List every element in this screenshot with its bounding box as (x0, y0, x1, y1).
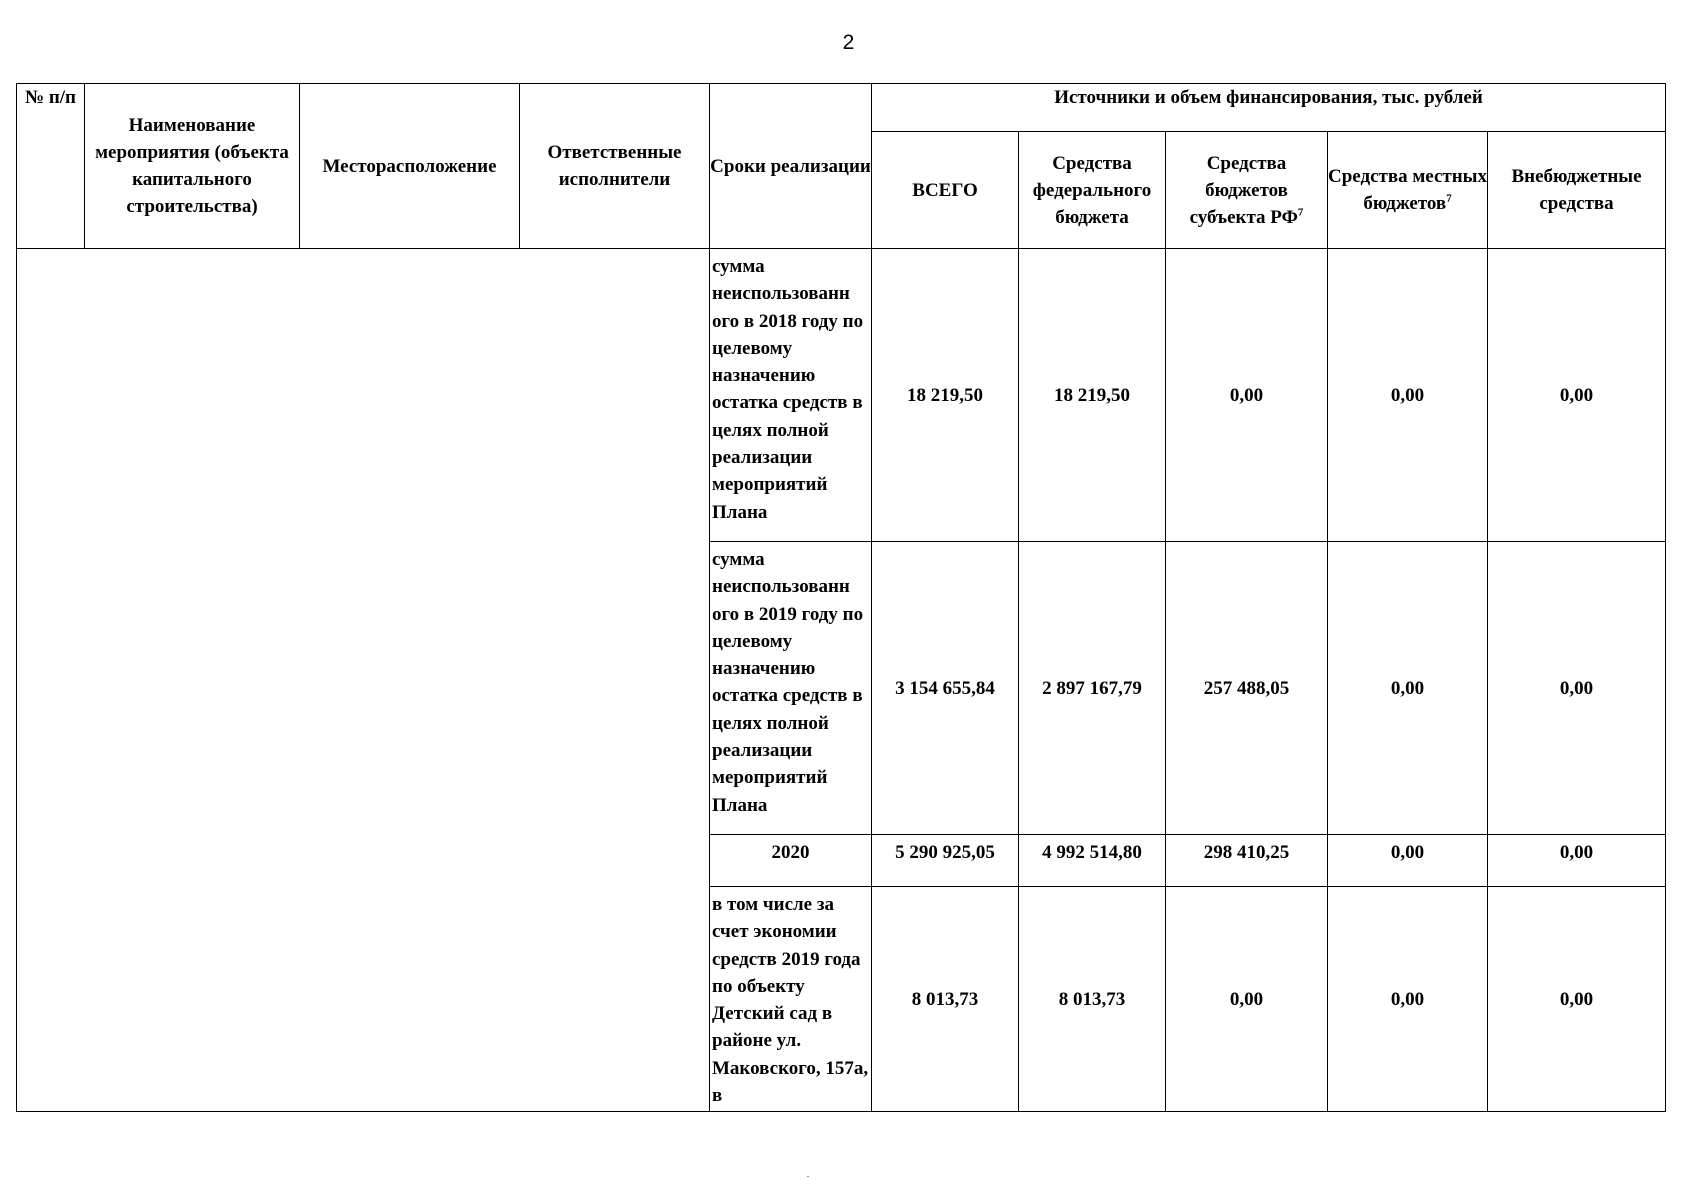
extra-cell: 0,00 (1488, 835, 1666, 887)
federal-cell: 2 897 167,79 (1019, 542, 1166, 835)
regional-cell: 298 410,25 (1166, 835, 1328, 887)
period-cell: сумма неиспользованн ого в 2018 году по целевому назначению остатка средств в целях полной реализации мероприятий Плана (710, 249, 872, 542)
regional-cell: 0,00 (1166, 249, 1328, 542)
local-cell: 0,00 (1328, 542, 1488, 835)
header-regional-note: 7 (1297, 206, 1304, 219)
scan-speck (807, 1176, 809, 1177)
local-cell: 0,00 (1328, 249, 1488, 542)
header-name: Наименование мероприятия (объекта капитального строительства) (85, 84, 300, 249)
regional-cell: 0,00 (1166, 887, 1328, 1112)
financing-table (16, 83, 1666, 1112)
extra-cell: 0,00 (1488, 249, 1666, 542)
header-responsible: Ответственные исполнители (520, 84, 710, 249)
total-cell: 5 290 925,05 (872, 835, 1019, 887)
header-location: Месторасположение (300, 84, 520, 249)
federal-cell: 8 013,73 (1019, 887, 1166, 1112)
merged-empty-cell (17, 249, 710, 1112)
header-row-1 (17, 84, 1666, 132)
header-federal: Средства федерального бюджета (1019, 132, 1166, 249)
extra-cell: 0,00 (1488, 887, 1666, 1112)
table-row (17, 249, 1666, 542)
header-local-label: Средства местных бюджетов (1328, 166, 1488, 214)
header-num: № п/п (17, 84, 85, 249)
federal-cell: 4 992 514,80 (1019, 835, 1166, 887)
header-period: Сроки реализации (710, 84, 872, 249)
header-total: ВСЕГО (872, 132, 1019, 249)
total-cell: 3 154 655,84 (872, 542, 1019, 835)
local-cell: 0,00 (1328, 835, 1488, 887)
extra-cell: 0,00 (1488, 542, 1666, 835)
regional-cell: 257 488,05 (1166, 542, 1328, 835)
header-regional (1166, 132, 1328, 249)
total-cell: 8 013,73 (872, 887, 1019, 1112)
page-number: 2 (842, 31, 855, 54)
header-extra: Внебюджетные средства (1488, 132, 1666, 249)
header-local-note: 7 (1446, 192, 1452, 205)
total-cell: 18 219,50 (872, 249, 1019, 542)
period-cell: сумма неиспользованн ого в 2019 году по целевому назначению остатка средств в целях полной реализации мероприятий Плана (710, 542, 872, 835)
period-cell: в том числе за счет экономии средств 2019 года по объекту Детский сад в районе ул. Маковского, 157а, в (710, 887, 872, 1112)
federal-cell: 18 219,50 (1019, 249, 1166, 542)
header-local (1328, 132, 1488, 249)
header-sources: Источники и объем финансирования, тыс. рублей (872, 84, 1666, 132)
local-cell: 0,00 (1328, 887, 1488, 1112)
period-cell: 2020 (710, 835, 872, 887)
header-regional-label: Средства бюджетов субъекта РФ (1189, 152, 1298, 228)
